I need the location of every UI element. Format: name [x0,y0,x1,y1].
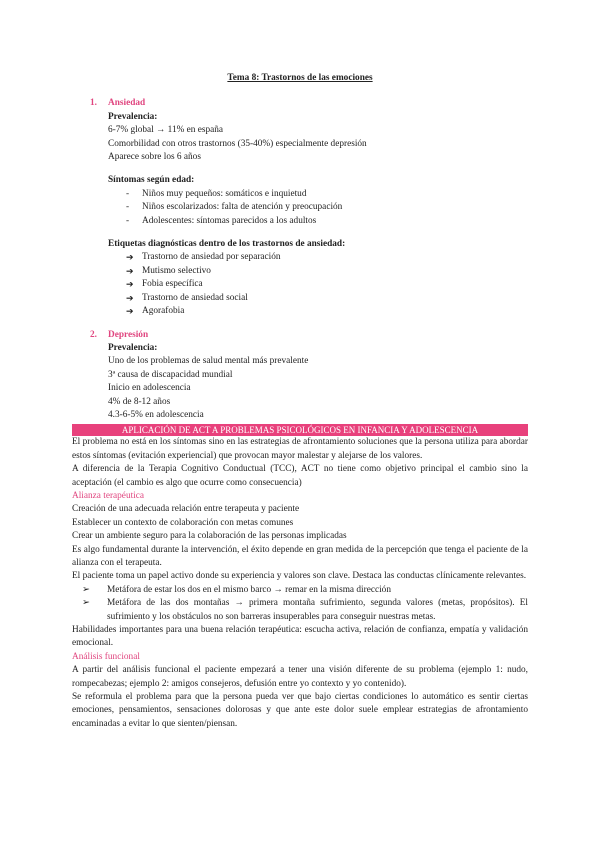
section-depresion [90,329,528,423]
list-item: ➢ Metáfora de estar los dos en el mismo barco → remar en la misma dirección [72,584,528,597]
subheading-analisis: Análisis funcional [72,651,140,662]
list-item: ➔ Agorafobia [108,305,528,318]
text-line: Comorbilidad con otros trastornos (35-40%) especialmente depresión [108,138,367,149]
text-line: Crear un ambiente seguro para la colaboración de las personas implicadas [72,531,347,542]
page-title: Tema 8: Trastornos de las emociones [227,73,373,83]
list-item: - Niños escolarizados: falta de atención y preocupación [108,201,528,214]
prevalence-label: Prevalencia: [108,111,158,122]
section-title: Ansiedad [108,98,146,109]
section-heading [90,329,528,342]
text-line: Aparece sobre los 6 años [108,152,201,163]
paragraph: Se reformula el problema para que la persona pueda ver que bajo ciertas condiciones lo automático es sentir ciertas emociones, pensamientos, sensaciones dolorosas y que ante este dolor suele emplear estrategias de afrontamiento encaminadas a evitar lo que sienten/piensan. [72,692,528,729]
list-item: - Niños muy pequeños: somáticos e inquietud [108,188,528,201]
subheading-alianza: Alianza terapéutica [72,490,145,501]
text-line: 4% de 8-12 años [108,396,171,407]
text-line: Inicio en adolescencia [108,383,191,394]
intro-paragraph: El problema no está en los síntomas sino en las estrategias de afrontamiento soluciones que la persona utiliza para abordar estos síntomas (evitación experiencial) que provocan mayor malestar y alejarse de los valores. [72,437,528,461]
symptoms-list [108,188,528,228]
section-heading [90,97,528,110]
list-item: ➔ Trastorno de ansiedad social [108,292,528,305]
list-item: ➢ Metáfora de las dos montañas → primera montaña sufrimiento, segunda valores (metas, propósitos). El sufrimiento y los obstáculos no son barreras insuperables para conseguir nuestras metas. [72,597,528,624]
text-line: 6-7% global → 11% en españa [108,125,224,136]
text-line: Uno de los problemas de salud mental más prevalente [108,356,309,367]
section-number: 2. [90,329,97,340]
paragraph: Habilidades importantes para una buena relación terapéutica: escucha activa, relación de confianza, empatía y validación emocional. [72,625,528,649]
metaphor-list [72,584,528,624]
paragraph: A partir del análisis funcional el paciente empezará a tener una visión diferente de su problema (ejemplo 1: nudo, rompecabezas; ejemplo 2: amigos consejeros, defusión entre yo contexto y yo contenido). [72,665,528,689]
diagnostic-labels-label: Etiquetas diagnósticas dentro de los trastornos de ansiedad: [108,239,346,250]
text-line: 4.3-6-5% en adolescencia [108,409,204,420]
list-item: - Adolescentes: síntomas parecidos a los adultos [108,215,528,228]
paragraph: El paciente toma un papel activo donde su experiencia y valores son clave. Destaca las conductas clínicamente relevantes. [72,571,527,582]
text-line: Creación de una adecuada relación entre terapeuta y paciente [72,504,300,515]
intro-paragraph: A diferencia de la Terapia Cognitivo Conductual (TCC), ACT no tiene como objetivo principal el cambio sino la aceptación (el cambio es algo que ocurre como consecuencia) [72,464,528,488]
section-number: 1. [90,98,97,109]
text-line: Establecer un contexto de colaboración con metas comunes [72,517,294,528]
section-title: Depresión [108,329,149,340]
paragraph: Es algo fundamental durante la intervención, el éxito depende en gran medida de la percepción que tenga el paciente de la alianza con el terapeuta. [72,544,528,568]
list-item: ➔ Fobia específica [108,278,528,291]
prevalence-label: Prevalencia: [108,342,158,353]
section-banner: APLICACIÓN DE ACT A PROBLEMAS PSICOLÓGICOS EN INFANCIA Y ADOLESCENCIA [72,424,528,436]
section-ansiedad [90,97,528,318]
list-item: ➔ Mutismo selectivo [108,265,528,278]
symptoms-label: Síntomas según edad: [108,175,195,186]
list-item: ➔ Trastorno de ansiedad por separación [108,251,528,264]
text-line: 3ª causa de discapacidad mundial [108,369,233,380]
diagnostic-list [108,251,528,318]
